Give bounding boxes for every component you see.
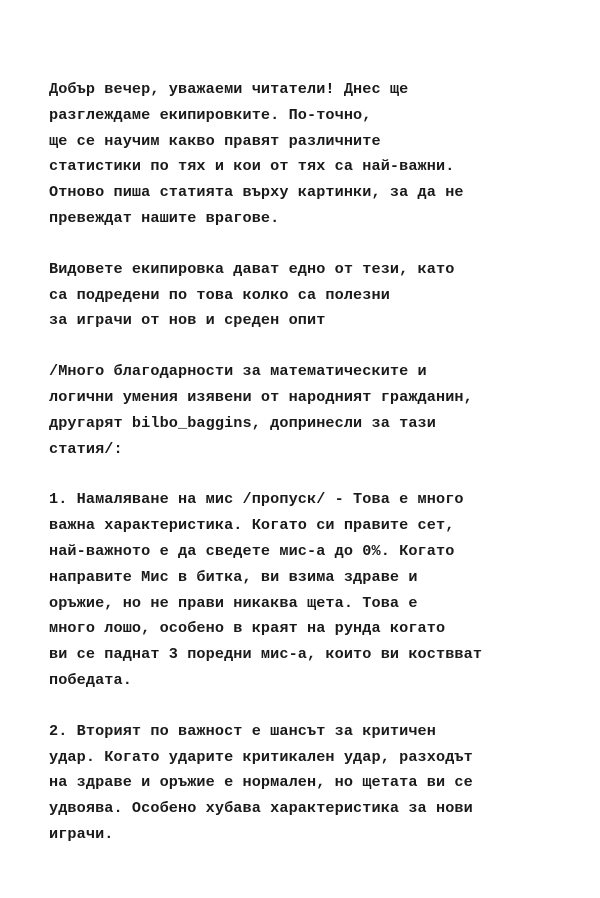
- text-line: ви се паднат 3 поредни мис-а, които ви коствват: [49, 645, 483, 664]
- text-line: са подредени по това колко са полезни: [49, 285, 390, 304]
- text-line: логични умения изявени от народният гражданин,: [49, 387, 473, 406]
- text-line: Добър вечер, уважаеми читатели! Днес ще: [49, 80, 409, 98]
- text-line: най-важното е да сведете мис-а до 0%. Когато: [49, 541, 455, 560]
- text-line: ще се научим какво правят различните: [49, 131, 381, 150]
- text-line: удвоява. Особено хубава характеристика за нови: [49, 799, 473, 818]
- text-line: Видовете екипировка дават едно от тези, като: [49, 259, 455, 278]
- text-line: разглеждаме екипировките. По-точно,: [49, 105, 372, 124]
- paragraph-greeting: [49, 77, 579, 232]
- text-line: играчи.: [49, 824, 114, 843]
- text-line: направите Мис в битка, ви взима здраве и: [49, 567, 418, 586]
- text-line: превеждат нашите врагове.: [49, 208, 280, 227]
- text-line: важна характеристика. Когато си правите сет,: [49, 516, 455, 535]
- paragraph-thanks: [49, 359, 579, 462]
- text-line: удар. Когато ударите критикален удар, разходът: [49, 747, 473, 766]
- text-line: много лошо, особено в краят на рунда когато: [49, 619, 446, 638]
- text-line: статия/:: [49, 439, 123, 458]
- text-line: победата.: [49, 670, 132, 689]
- text-line: за играчи от нов и среден опит: [49, 311, 326, 330]
- text-line: на здраве и оръжие е нормален, но щетата ви се: [49, 773, 473, 792]
- article-body: [49, 77, 579, 873]
- paragraph-critical-chance: [49, 719, 579, 848]
- text-line: Отново пиша статията върху картинки, за да не: [49, 183, 464, 202]
- text-line: 2. Вторият по важност е шансът за критичен: [49, 721, 436, 740]
- text-line: 1. Намаляване на мис /пропуск/ - Това е много: [49, 490, 464, 509]
- text-line: другарят bilbo_baggins, допринесли за тази: [49, 413, 436, 432]
- text-line: статистики по тях и кои от тях са най-важни.: [49, 157, 455, 176]
- paragraph-miss-reduction: [49, 487, 579, 693]
- text-line: оръжие, но не прави никаква щета. Това е: [49, 593, 418, 612]
- paragraph-equipment-types: [49, 257, 579, 334]
- text-line: /Много благодарности за математическите и: [49, 362, 427, 381]
